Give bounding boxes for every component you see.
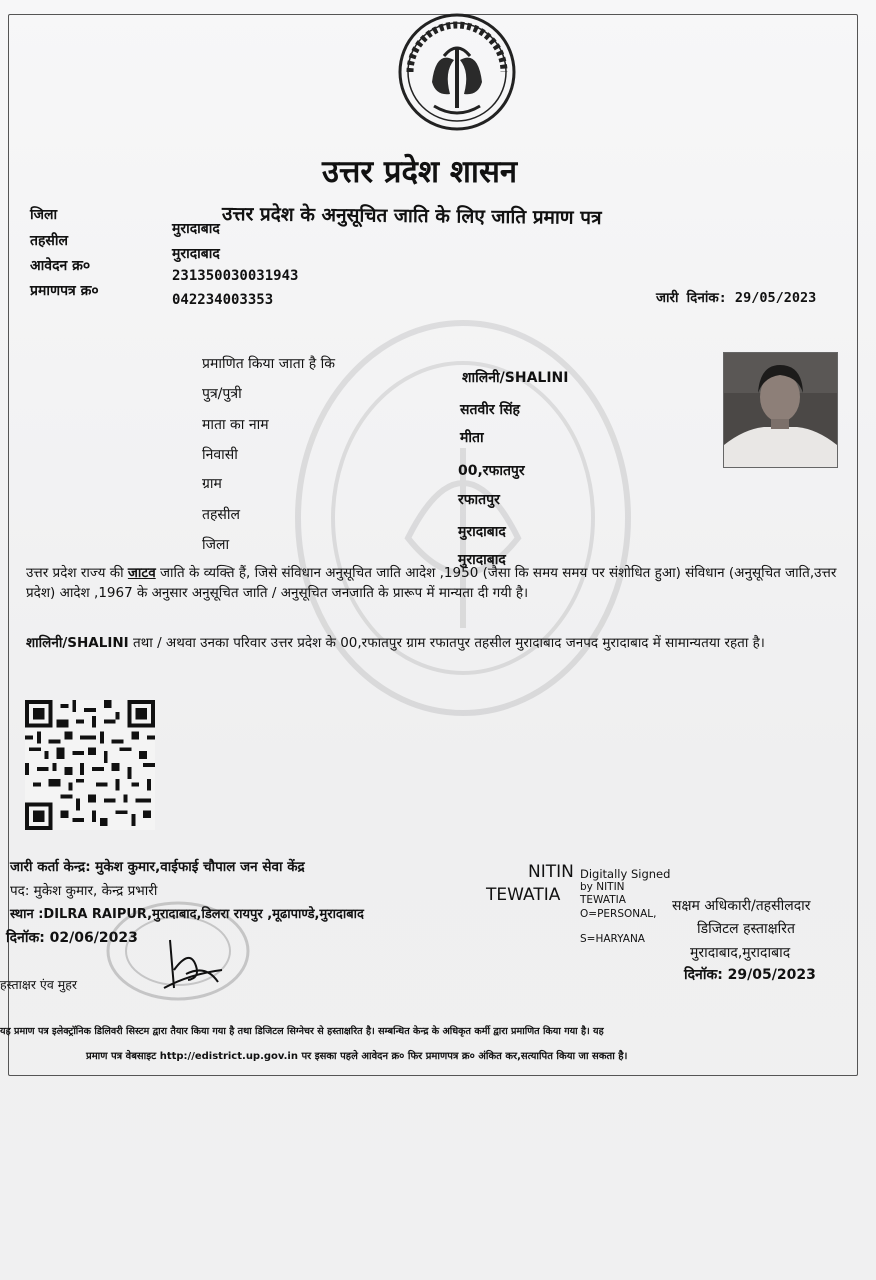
issuer-post: पद: मुकेश कुमार, केन्द्र प्रभारी [10,883,158,899]
signer-last-name: TEWATIA [486,885,561,905]
authority-signed: डिजिटल हस्ताक्षरित [697,921,795,937]
authority-place: मुरादाबाद,मुरादाबाद [690,945,791,961]
digital-sign-line4: O=PERSONAL, [580,908,657,920]
certificate-label: प्रमाणपत्र क्र० [30,283,99,299]
tehsil-value: मुरादाबाद [172,246,220,262]
issuer-date: दिनॉक: 02/06/2023 [6,930,138,946]
digital-sign-line3: TEWATIA [580,894,626,906]
issue-date: जारी दिनांक: 29/05/2023 [656,290,817,306]
person-district-label: जिला [202,537,230,553]
digital-sign-line2: by NITIN [580,881,625,893]
residence-paragraph [26,633,846,653]
relation-label: पुत्र/पुत्री [202,386,242,402]
para1-lead: उत्तर प्रदेश राज्य की [26,565,128,581]
resident-value: 00,रफातपुर [458,463,525,479]
authority-title: सक्षम अधिकारी/तहसीलदार [672,898,811,914]
district-value: मुरादाबाद [172,221,220,237]
person-tehsil-label: तहसील [202,507,240,523]
issuer-place: स्थान :DILRA RAIPUR,मुरादाबाद,डिलरा रायपुर ,मूढापाण्डे,मुरादाबाद [10,907,364,922]
handwritten-signature [150,930,230,1000]
father-name: सतवीर सिंह [460,402,520,418]
application-label: आवेदन क्र० [30,258,91,274]
caste-name: जाटव [127,565,156,581]
resident-label: निवासी [202,447,238,463]
person-tehsil-value: मुरादाबाद [458,524,506,540]
footer-line2: प्रमाण पत्र वेबसाइट http://edistrict.up.gov.in पर इसका पहले आवेदन क्र० फिर प्रमाणपत्र क्र० अंकित कर,सत्यापित किया जा सकता है। [86,1051,628,1062]
mother-label: माता का नाम [202,417,269,433]
up-government-emblem [396,10,518,138]
person-name: शालिनी/SHALINI [462,370,569,386]
para1-rest: जाति के व्यक्ति हैं, जिसे संविधान अनुसूचित जाति आदेश ,1950 (जैसा कि समय समय पर संशोधित हुआ) संविधान (अनुसूचित जाति,उत्तर प्रदेश) आदेश ,1967 के अनुसार अनुसूचित जाति / अनुसूचित जनजाति के प्रारूप में मान्यता दी गयी है। [26,565,837,601]
digital-sign-line5: S=HARYANA [580,933,645,945]
tehsil-label: तहसील [30,233,68,249]
person-district-value: मुरादाबाद [458,552,506,568]
document-subtitle: उत्तर प्रदेश के अनुसूचित जाति के लिए जाति प्रमाण पत्र [221,203,602,229]
verification-qr-code [24,700,156,830]
digital-sign-line1: Digitally Signed [580,867,671,881]
village-value: रफातपुर [458,492,500,508]
village-label: ग्राम [202,476,222,492]
para2-rest: तथा / अथवा उनका परिवार उत्तर प्रदेश के 00,रफातपुर ग्राम रफातपुर तहसील मुरादाबाद जनपद मुरादाबाद में सामान्यतया रहता है। [128,635,765,651]
district-label: जिला [30,207,58,223]
applicant-photo [723,352,838,468]
authority-date: दिनॉक: 29/05/2023 [684,967,816,983]
sign-label: हस्ताक्षर एंव मुहर [0,977,77,992]
issuer-center: जारी कर्ता केन्द्र: मुकेश कुमार,वाईफाई चौपाल जन सेवा केंद्र [10,859,305,875]
certificate-number: 042234003353 [172,292,274,308]
signer-first-name: NITIN [528,862,574,882]
certify-label: प्रमाणित किया जाता है कि [202,356,336,372]
application-number: 231350030031943 [172,268,299,284]
footer-line1: यह प्रमाण पत्र इलेक्ट्रॉनिक डिलिवरी सिस्टम द्वारा तैयार किया गया है तथा डिजिटल सिग्नेचर से हस्ताक्षरित है। सम्बन्धित केन्द्र के अधिकृत कर्मी द्वारा प्रमाणित किया गया है। यह [0,1026,604,1037]
caste-paragraph [26,563,846,603]
document-title: उत्तर प्रदेश शासन [322,154,518,190]
para2-name: शालिनी/SHALINI [26,635,129,651]
mother-name: मीता [460,430,484,446]
